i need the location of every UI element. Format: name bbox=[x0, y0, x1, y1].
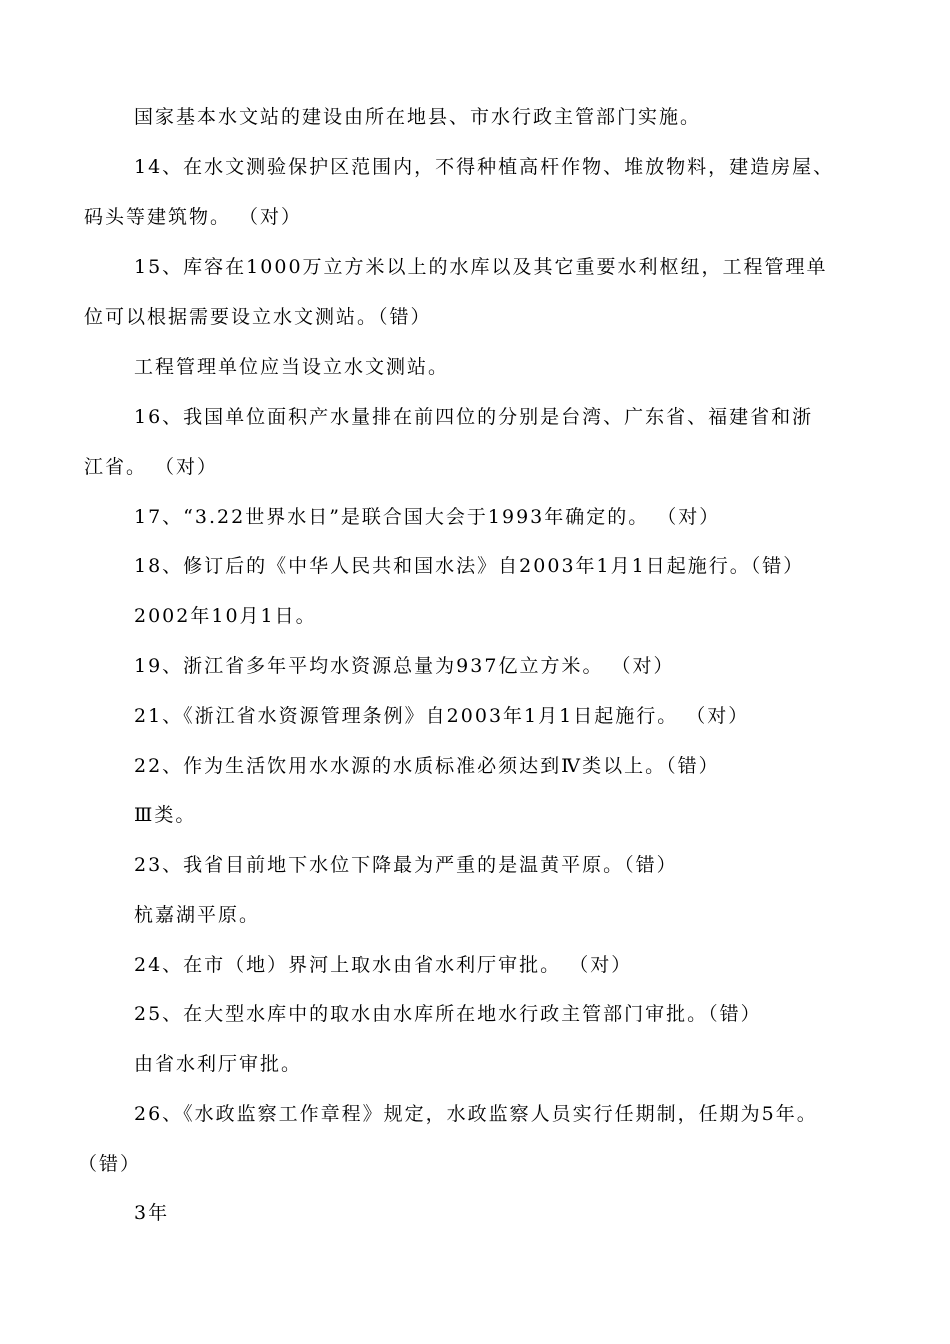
question-18: 18、修订后的《中华人民共和国水法》自2003年1月1日起施行。（错） bbox=[134, 555, 805, 577]
answer-line: 2002年10月1日。 bbox=[134, 605, 317, 627]
question-25: 25、在大型水库中的取水由水库所在地水行政主管部门审批。（错） bbox=[134, 1003, 762, 1025]
question-23: 23、我省目前地下水位下降最为严重的是温黄平原。（错） bbox=[134, 854, 678, 876]
question-22: 22、作为生活饮用水水源的水质标准必须达到Ⅳ类以上。（错） bbox=[134, 755, 720, 777]
answer-line: 杭嘉湖平原。 bbox=[134, 904, 261, 926]
question-24: 24、在市（地）界河上取水由省水利厅审批。 （对） bbox=[134, 954, 633, 976]
question-26: 26、《水政监察工作章程》规定，水政监察人员实行任期制，任期为5年。 bbox=[134, 1103, 818, 1125]
answer-line: 工程管理单位应当设立水文测站。 bbox=[134, 356, 450, 378]
text-line: 国家基本水文站的建设由所在地县、市水行政主管部门实施。 bbox=[134, 106, 702, 128]
answer-line: 由省水利厅审批。 bbox=[134, 1053, 303, 1075]
question-16: 16、我国单位面积产水量排在前四位的分别是台湾、广东省、福建省和浙 bbox=[134, 406, 814, 428]
question-14: 14、在水文测验保护区范围内，不得种植高杆作物、堆放物料，建造房屋、 bbox=[134, 156, 835, 178]
text-line: 码头等建筑物。 （对） bbox=[84, 206, 303, 228]
question-15: 15、库容在1000万立方米以上的水库以及其它重要水利枢纽，工程管理单 bbox=[134, 256, 828, 278]
text-line: 位可以根据需要设立水文测站。（错） bbox=[84, 306, 432, 328]
question-19: 19、浙江省多年平均水资源总量为937亿立方米。 （对） bbox=[134, 655, 675, 677]
answer-line: Ⅲ类。 bbox=[134, 804, 197, 826]
question-17: 17、“3.22世界水日”是联合国大会于1993年确定的。 （对） bbox=[134, 506, 721, 528]
question-21: 21、《浙江省水资源管理条例》自2003年1月1日起施行。 （对） bbox=[134, 705, 750, 727]
text-line: 江省。 （对） bbox=[84, 456, 219, 478]
text-line: （错） bbox=[78, 1153, 142, 1175]
answer-line: 3年 bbox=[134, 1202, 170, 1224]
